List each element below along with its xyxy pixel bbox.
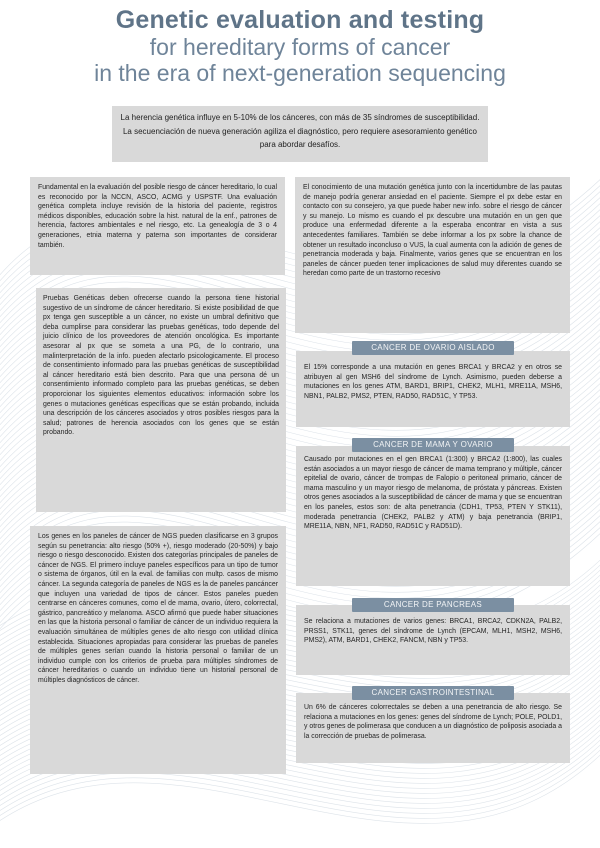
pancreas-cancer-box: Se relaciona a mutaciones de varios genes: BRCA1, BRCA2, CDKN2A, PALB2, PRSS1, STK11, genes del síndrome de Lynch (EPCAM, MLH1, MSH2, MSH6, PMS2), ATM, BARD1, CHEK2, FANCM, NBN y TP53.	[296, 605, 570, 675]
ngs-panels-box: Los genes en los paneles de cáncer de NGS pueden clasificarse en 3 grupos según su penetrancia: alto riesgo (50% +), riesgo moderado (20-50%) y bajo riesgo o riesgo desconocido. Existen dos categorías principales de paneles de cáncer de NGS. El primero incluye paneles específicos para un tipo de tumor o sistema de órganos, útil en la eval. de familias con multp. casos de mismo cáncer. La segunda categoría de paneles de NGS es la de paneles pancáncer que incluyen una variedad de tipos de cáncer. Estos paneles pueden centrarse en cánceres comunes, como el de mama, ovario, útero, colorrectal, gástrico, pancreático y melanoma. ASCO afirmó que puede haber situaciones en las que la historia personal o familiar de cáncer de un individuo requiera la evaluación simultánea de múltiples genes de alto riesgo con utilidad clínica establecida. Situaciones apropiadas para considerar las pruebas de paneles de múltiples genes serían cuando la historia personal o familiar de un individuo cumple con los criterios de prueba para múltiples síndromes de cáncer hereditarios o cuando un individuo tiene un historial personal de múltiples diagnósticos de cáncer.	[30, 526, 286, 774]
pancreas-cancer-badge: CANCER DE PANCREAS	[352, 598, 514, 612]
title-line-1: Genetic evaluation and testing	[115, 6, 485, 34]
title-line-3: in the era of next-generation sequencing	[94, 60, 506, 86]
gastrointestinal-cancer-badge: CANCER GASTROINTESTINAL	[352, 686, 514, 700]
title-line-2: for hereditary forms of cancer	[149, 34, 451, 60]
genetic-tests-box: Pruebas Genéticas deben ofrecerse cuando la persona tiene historial sugestivo de un síndrome de cáncer hereditario. Si existe posibilidad de que px tenga gen susceptible a un cáncer, no existe un umbral definitivo que deba cumplirse para considerar las pruebas genéticas, todo depende del juicio clínico de los proveedores de atención oncológica. Es importante asesorar al px que se someta a una PG, de lo contrario, una malinterpretación de la info. pueden afectarlo psicologicamente. El proceso de consentimiento informado para las pruebas genéticas de susceptibilidad al cáncer hereditario está bien descrito. Para que una persona dé un consentimiento informado completo para las pruebas genéticas, se deben proporcionar los siguientes elementos educativos: información sobre los genes o mutaciones genéticas específicas que se están probando, incluida una descripción de los cánceres asociados y otros posibles riesgos para la salud; patrones de herencia asociados con los genes que se están probando.	[36, 288, 286, 512]
ovarian-cancer-badge: CANCER DE OVARIO AISLADO	[352, 341, 514, 355]
mutation-knowledge-box: El conocimiento de una mutación genética junto con la incertidumbre de las pautas de manejo podría generar ansiedad en el paciente. Siempre el px debe estar en contacto con su consejero, ya que puede haber new info. sobre el riesgo de cáncer y su manejo. Lo mismo es cuando el px descubre una mutación en un gen que produce una enfermedad diferente a la esperaba encontrar en vista a sus antecedentes familiares. También se debe informar a los px sobre la chance de obtener un resultado inconcluso o VUS, la cual aumenta con la adición de genes de penetrancia moderada y baja. Finalmente, varios genes que se encuentran en los paneles de cáncer pueden tener implicaciones de salud muy diferentes cuando se heredan como parte de un trastorno recesivo	[295, 177, 570, 333]
intro-box: La herencia genética influye en 5-10% de los cánceres, con más de 35 síndromes de susceptibilidad. La secuenciación de nueva generación agiliza el diagnóstico, pero requiere asesoramiento genético para abordar desafíos.	[112, 106, 488, 162]
evaluation-box: Fundamental en la evaluación del posible riesgo de cáncer hereditario, lo cual es reconocido por la NCCN, ASCO, ACMG y USPSTF. Una evaluación genética completa incluye revisión de la historia del paciente, registros médicos disponibles, educación sobre la hist. natural de la enf., patrones de herencia, factores ambientales e nel riesgo, etc. La genealogía de 3 o 4 generaciones, etnia materna y paterna son importantes de considerar también.	[30, 177, 285, 275]
gastrointestinal-cancer-box: Un 6% de cánceres colorrectales se deben a una penetrancia de alto riesgo. Se relaciona a mutaciones en los genes: genes del síndrome de Lynch; POLE, POLD1, y otros genes de polimerasa que conducen a un diagnóstico de poliposis asociada a la corrección de pruebas de polimerasa.	[296, 693, 570, 763]
poster-title	[0, 8, 600, 85]
ovarian-cancer-box: El 15% corresponde a una mutación en genes BRCA1 y BRCA2 y en otros se atribuyen al gen MSH6 del síndrome de Lynch. Asimismo, pueden deberse a mutaciones en los genes ATM, BARD1, BRIP1, CHEK2, MLH1, MRE11A, MSH6, NBN1, PALB2, PMS2, PTEN, RAD50, RAD51C, Y TP53.	[296, 351, 570, 427]
breast-ovarian-cancer-badge: CANCER DE MAMA Y OVARIO	[352, 438, 514, 452]
breast-ovarian-cancer-box: Causado por mutaciones en el gen BRCA1 (1:300) y BRCA2 (1:800), las cuales están asociados a un mayor riesgo de cáncer de mama temprano y múltiple, cáncer epitelial de ovario, cáncer de trompas de Falopio o peritoneal primario, cáncer de mama masculino y un mayor riesgo de melanoma, de próstata y páncreas. Existen otros genes asociados a la susceptibilidad de cáncer de mama y que se encuentran en los paneles, estos son: de alta penetrancia (CDH1, TP53, PTEN Y STK11), moderada penetrancia (CHEK2, PALB2 y ATM) y baja penetrancia (BRIP1, MRE11A, NBN, NF1, RAD50, RAD51C y RAD51D).	[296, 446, 570, 586]
